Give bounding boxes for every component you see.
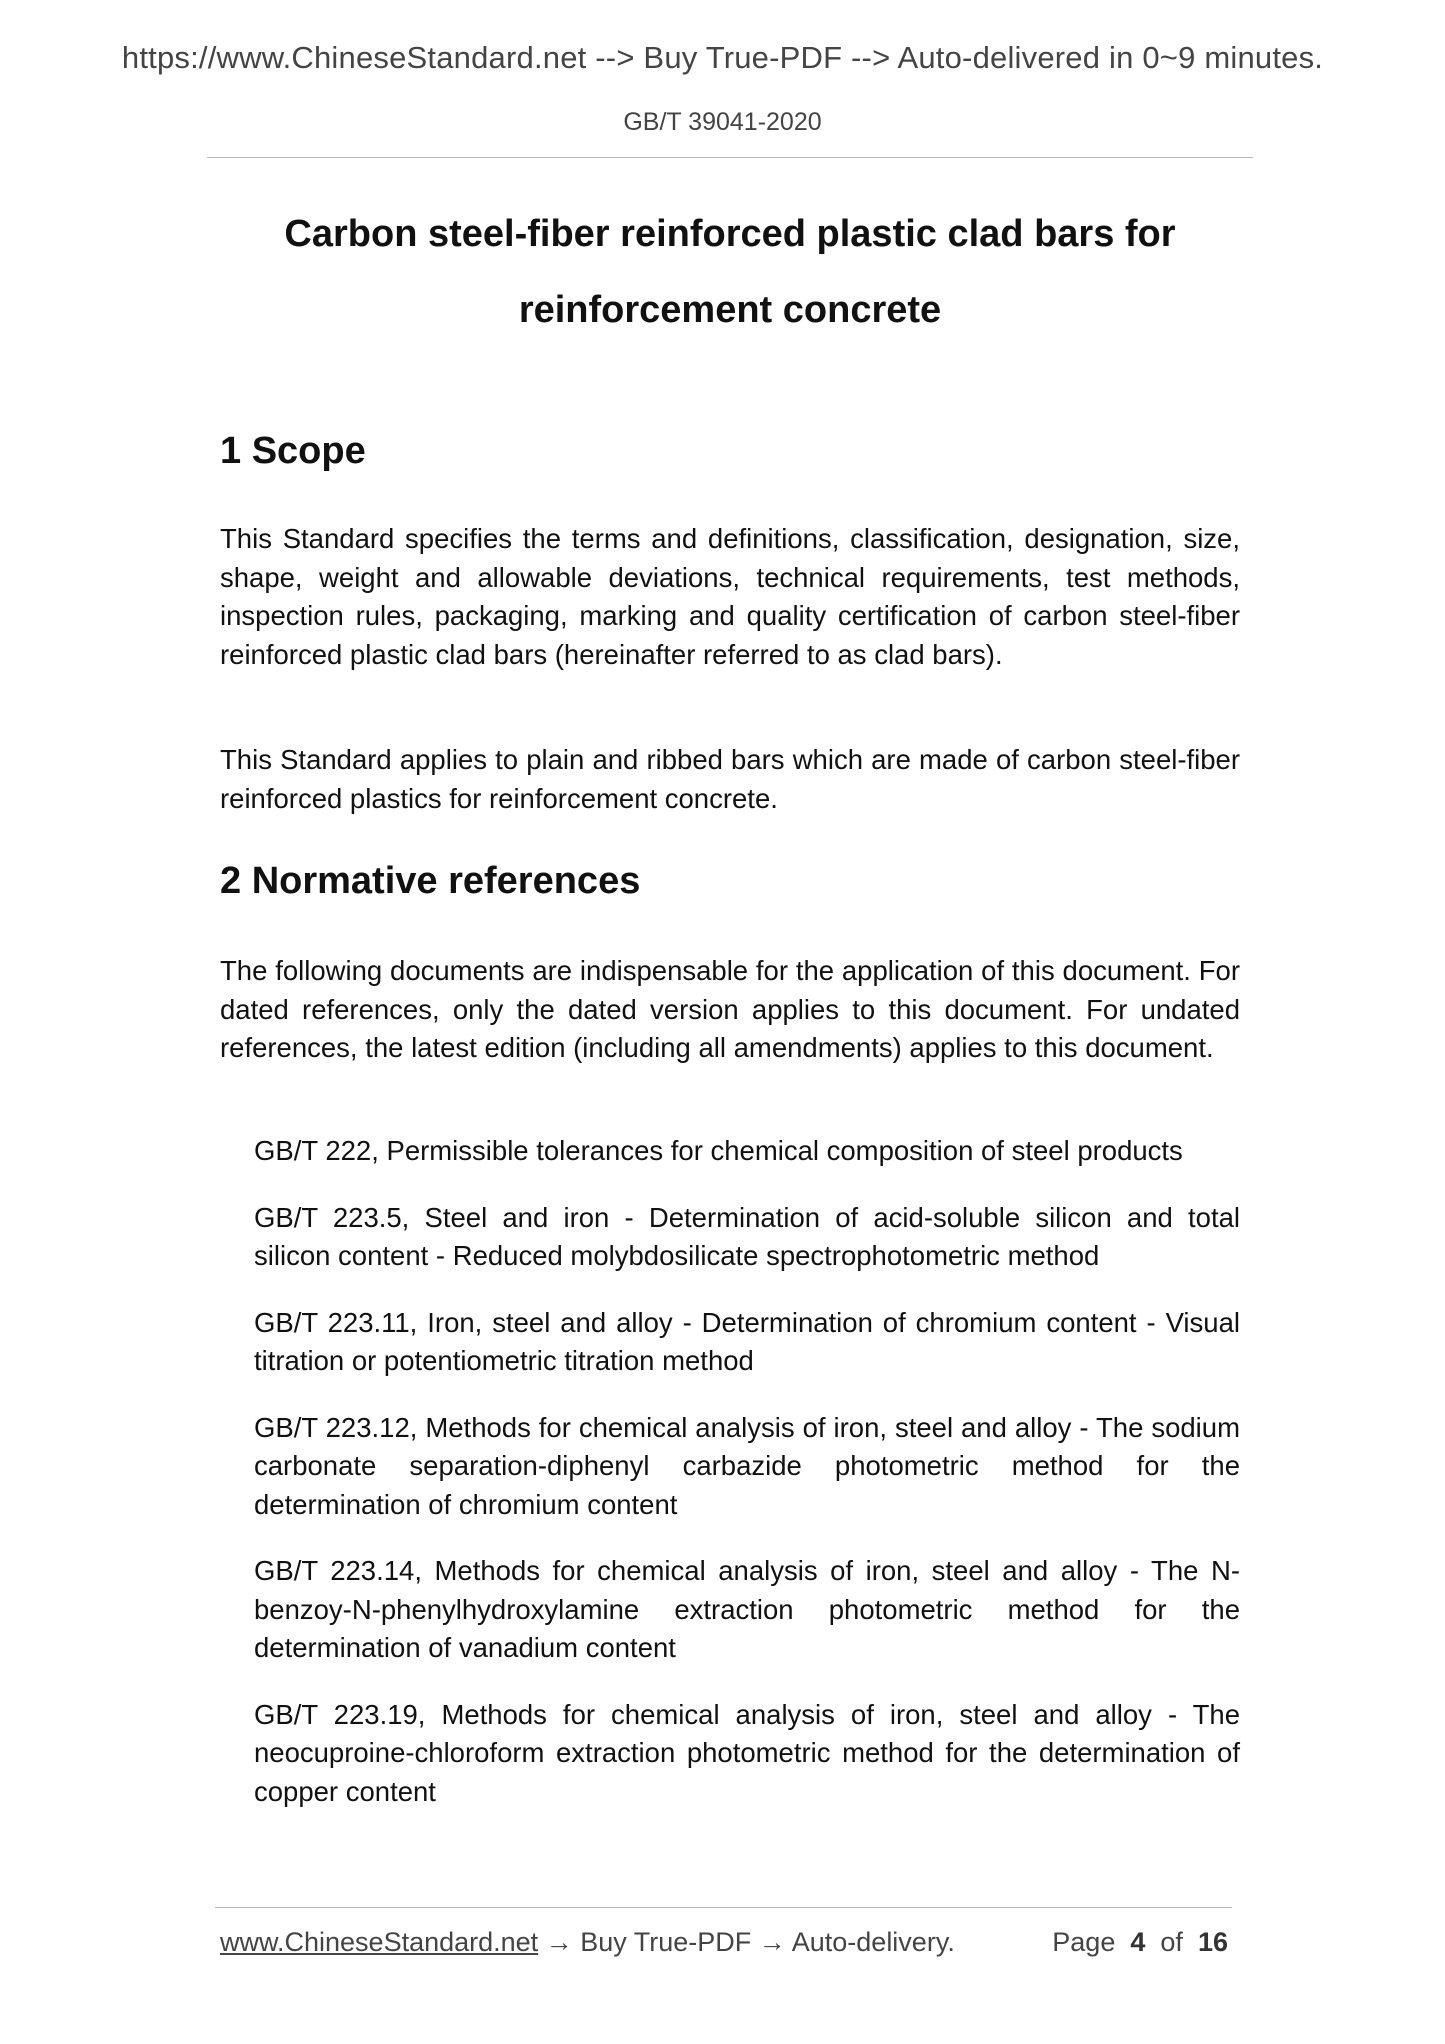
page-current: 4 <box>1130 1927 1146 1957</box>
normative-references-intro: The following documents are indispensable for the application of this document. For dated references, only the dated version applies to this document. For undated references, the latest edition (including all amendments) applies to this document. <box>220 955 1240 1063</box>
reference-item: GB/T 223.12, Methods for chemical analysis of iron, steel and alloy - The sodium carbonate separation-diphenyl carbazide photometric method for the determination of chromium content <box>254 1411 1240 1520</box>
footer-divider <box>215 1907 1232 1908</box>
top-banner: https://www.ChineseStandard.net --> Buy True-PDF --> Auto-delivered in 0~9 minutes. <box>121 40 1324 75</box>
reference-item: GB/T 222, Permissible tolerances for chemical composition of steel products <box>254 1135 1183 1166</box>
reference-item: GB/T 223.19, Methods for chemical analysis of iron, steel and alloy - The neocuproine-chloroform extraction photometric method for the determination of copper content <box>254 1698 1240 1807</box>
document-title-line-1: Carbon steel-fiber reinforced plastic clad bars for <box>284 213 1176 255</box>
footer-promo <box>220 1927 955 1958</box>
page-label: Page <box>1052 1927 1116 1957</box>
footer-tagline: → Buy True-PDF → Auto-delivery. <box>538 1927 955 1957</box>
reference-item: GB/T 223.14, Methods for chemical analysis of iron, steel and alloy - The N-benzoy-N-phenylhydroxylamine extraction photometric method for the determination of vanadium content <box>254 1555 1240 1663</box>
header-divider <box>207 157 1253 158</box>
reference-list <box>254 1132 1240 1839</box>
reference-item: GB/T 223.5, Steel and iron - Determination of acid-soluble silicon and total silicon content - Reduced molybdosilicate spectrophotometric method <box>254 1201 1240 1271</box>
page-total: 16 <box>1197 1927 1228 1957</box>
reference-item: GB/T 223.11, Iron, steel and alloy - Determination of chromium content - Visual titration or potentiometric titration method <box>254 1306 1240 1376</box>
page-of: of <box>1160 1927 1183 1957</box>
page-number <box>1052 1927 1228 1958</box>
footer-site-link[interactable]: www.ChineseStandard.net <box>220 1927 539 1957</box>
document-title-line-2: reinforcement concrete <box>518 289 942 331</box>
document-title <box>207 196 1253 348</box>
standard-code: GB/T 39041-2020 <box>623 108 822 136</box>
scope-paragraph: This Standard applies to plain and ribbed bars which are made of carbon steel-fiber reinforced plastics for reinforcement concrete. <box>220 744 1240 814</box>
scope-paragraph: This Standard specifies the terms and definitions, classification, designation, size, shape, weight and allowable deviations, technical requirements, test methods, inspection rules, packaging, marking and quality certification of carbon steel-fiber reinforced plastic clad bars (hereinafter referred to as clad bars). <box>220 523 1240 670</box>
section-heading-normative-references: 2 Normative references <box>220 860 641 902</box>
section-heading-scope: 1 Scope <box>220 430 366 472</box>
